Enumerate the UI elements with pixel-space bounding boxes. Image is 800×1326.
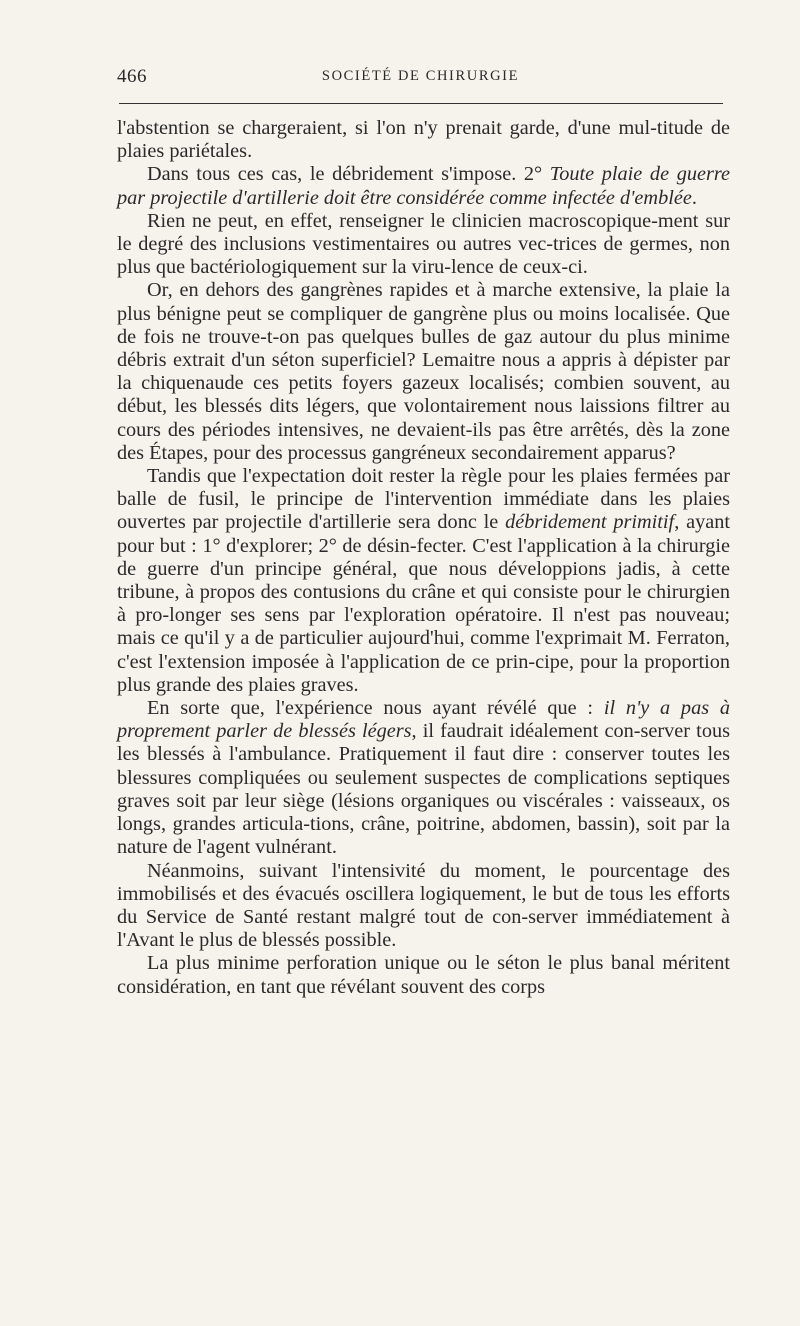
italic-emphasis: Toute plaie de guerre par projectile d'artillerie doit être considérée comme infectée d'emblée [117, 163, 731, 209]
text-run: La plus minime perforation unique ou le séton le plus banal méritent considération, en tant que révélant souvent des corps [117, 952, 730, 998]
text-run: . [691, 186, 697, 209]
paragraph [117, 697, 730, 859]
running-title: SOCIÉTÉ DE CHIRURGIE [321, 68, 520, 84]
text-run: En sorte que, l'expérience nous ayant révélé que : [147, 697, 604, 720]
text-run: Néanmoins, suivant l'intensivité du moment, le pourcentage des immobilisés et des évacués oscillera logiquement, le but de tous les efforts du Service de Santé restant malgré tout de con-server immédiatement à l'Avant le plus de blessés possible. [117, 859, 730, 952]
header-rule [119, 103, 723, 104]
paragraph [117, 210, 730, 280]
paragraph [117, 117, 730, 163]
italic-emphasis: il n'y a pas à proprement parler de blessés légers [117, 697, 730, 743]
text-run: , il faudrait idéalement con-server tous les blessés à l'ambulance. Pratiquement il faut dire : conserver toutes les blessures compliquées ou seulement suspectes de complications septiques graves soit par leur siège (lésions organiques ou viscérales : vaisseaux, os longs, grandes articula-tions, crâne, poitrine, abdomen, bassin), soit par la nature de l'agent vulnérant. [117, 720, 730, 859]
text-run: Tandis que l'expectation doit rester la règle pour les plaies fermées par balle de fusil, le principe de l'intervention immédiate dans les plaies ouvertes par projectile d'artillerie sera donc le [117, 465, 730, 534]
body-text [117, 117, 730, 999]
text-run: Rien ne peut, en effet, renseigner le clinicien macroscopique-ment sur le degré des inclusions vestimentaires ou autres vec-trices de germes, non plus que bactériologiquement sur la viru-lence de ceux-ci. [117, 209, 730, 279]
italic-emphasis: débridement primitif [505, 511, 675, 534]
text-run: l'abstention se chargeraient, si l'on n'y prenait garde, d'une mul-titude de plaies pariétales. [117, 117, 730, 163]
paragraph [117, 860, 730, 953]
paragraph [117, 279, 730, 465]
text-run: Dans tous ces cas, le débridement s'impose. 2° [147, 163, 550, 186]
paragraph [117, 952, 730, 998]
page-number: 466 [117, 66, 147, 87]
running-head [117, 66, 724, 90]
text-run: , ayant pour but : 1° d'explorer; 2° de désin-fecter. C'est l'application à la chirurgie de guerre d'un principe général, que nous développions jadis, à cette tribune, à propos des contusions du crâne et qui consiste pour le chirurgien à pro-longer ses sens par l'exploration opératoire. Il n'est pas nouveau; mais ce qu'il y a de particulier aujourd'hui, comme l'exprimait M. Ferraton, c'est l'extension imposée à l'application de ce prin-cipe, pour la proportion plus grande des plaies graves. [117, 511, 730, 696]
paragraph [117, 465, 730, 697]
text-run: Or, en dehors des gangrènes rapides et à marche extensive, la plaie la plus bénigne peut se compliquer de gangrène plus ou moins localisée. Que de fois ne trouve-t-on pas quelques bulles de gaz autour du plus minime débris extrait d'un séton superficiel? Lemaitre nous a appris à dépister par la chiquenaude ces petits foyers gazeux localisés; combien souvent, au début, les blessés dits légers, que volontairement nous laissions filtrer au cours des périodes intensives, ne devaient-ils pas être arrêtés, dès la zone des Étapes, pour des processus gangréneux secondairement apparus? [117, 279, 730, 464]
paragraph [117, 163, 730, 209]
